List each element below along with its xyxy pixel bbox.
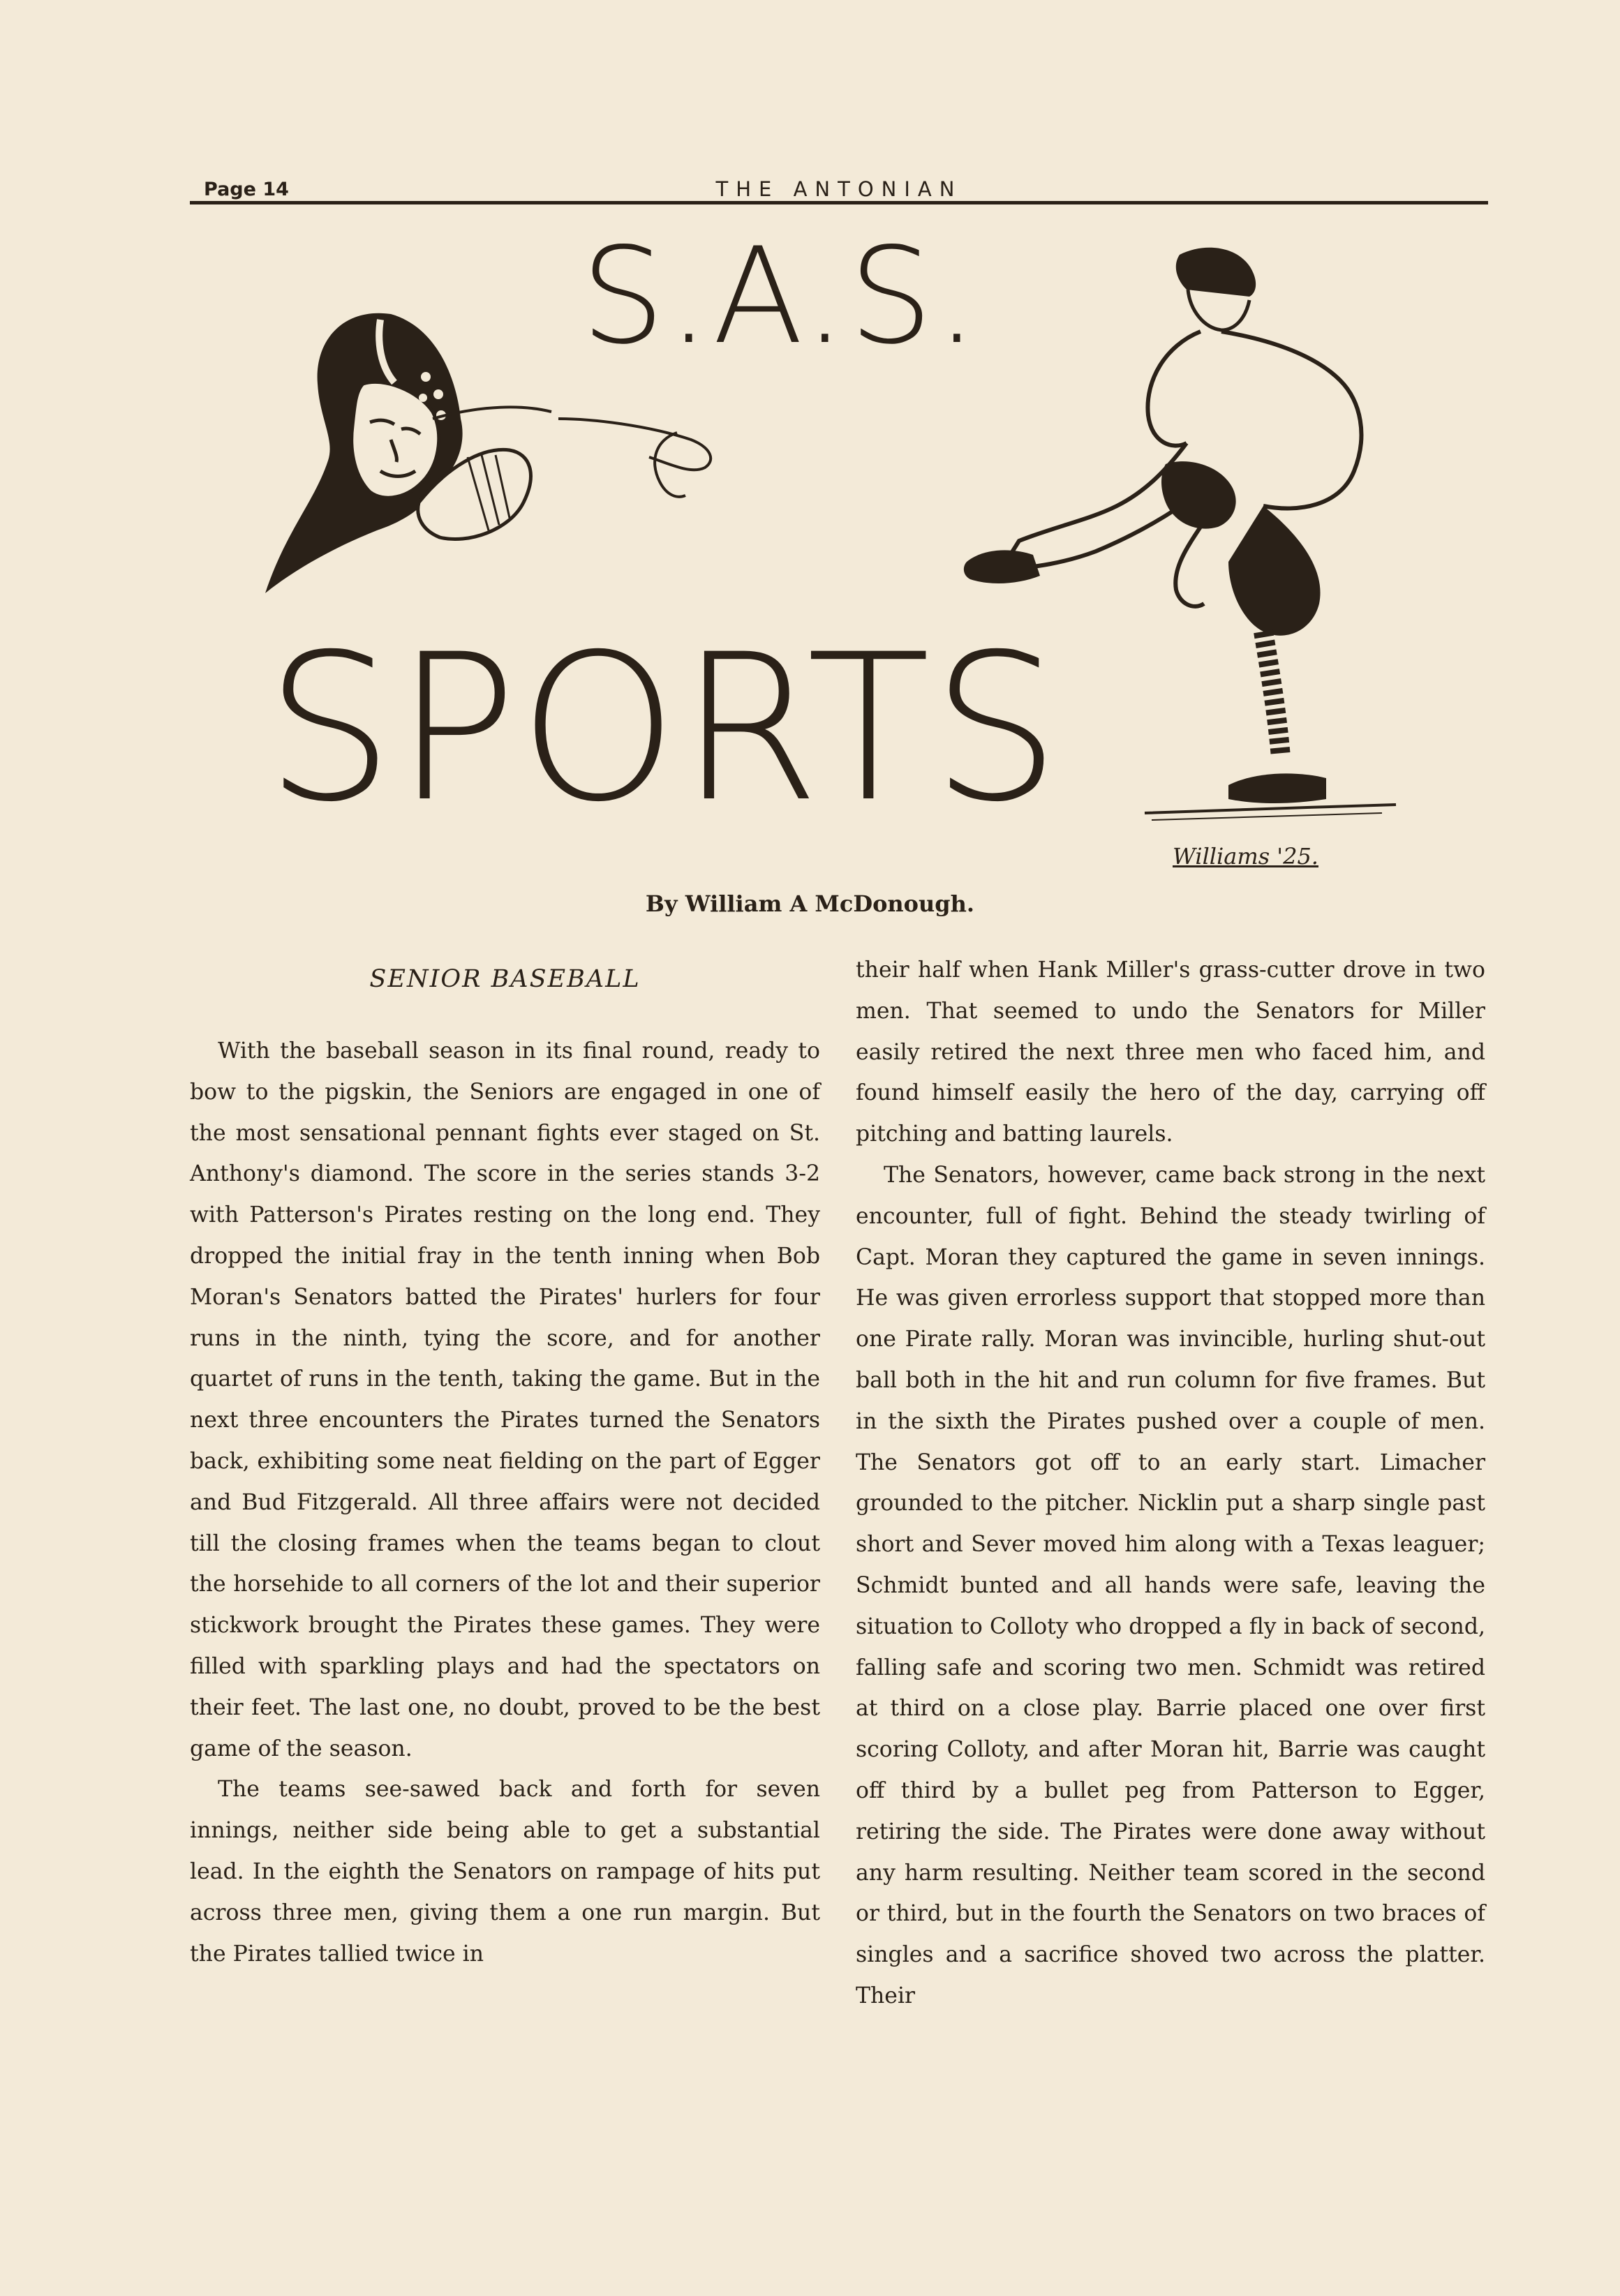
- paragraph: The teams see-sawed back and forth for seven innings, neither side being able to get a substantial lead. In the eighth the Senators on rampage of hits put across three men, giving them a one run margin. But the Pirates tallied twice in: [190, 1777, 820, 1967]
- left-column: [190, 1031, 820, 1974]
- title-sas: S.A.S.: [581, 219, 981, 373]
- paragraph: their half when Hank Miller's grass-cutter drove in two men. That seemed to undo the Senators for Miller easily retired the next three men who faced him, and found himself easily the hero of the day, carrying off pitching and batting laurels.: [856, 957, 1485, 1147]
- title-sports: SPORTS: [265, 611, 1062, 847]
- running-head: [190, 176, 1488, 204]
- paragraph: The Senators, however, came back strong in the next encounter, full of fight. Behind the steady twirling of Capt. Moran they captured the game in seven innings. He was given errorless support that stopped more than one Pirate rally. Moran was invincible, hurling shut-out ball both in the hit and run column for five frames. But in the sixth the Pirates pushed over a couple of men. The Senators got off to an early start. Limacher grounded to the pitcher. Nicklin put a sharp single past short and Sever moved him along with a Texas leaguer; Schmidt bunted and all hands were safe, leaving the situation to Colloty who dropped a fly in back of second, falling safe and scoring two men. Schmidt was retired at third on a close play. Barrie placed one over first scoring Colloty, and after Moran hit, Barrie was caught off third by a bullet peg from Patterson to Egger, retiring the side. The Pirates were done away without any harm resulting. Neither team scored in the second or third, but in the fourth the Senators on two braces of singles and a sacrifice shoved two across the platter. Their: [856, 1162, 1485, 2008]
- byline: By William A McDonough.: [645, 890, 975, 917]
- paragraph: With the baseball season in its final round, ready to bow to the pigskin, the Seniors are engaged in one of the most sensational pennant fights ever staged on St. Anthony's diamond. The score in the series stands 3-2 with Patterson's Pirates resting on the long end. They dropped the initial fray in the tenth inning when Bob Moran's Senators batted the Pirates' hurlers for four runs in the ninth, tying the score, and for another quartet of runs in the tenth, taking the game. But in the next three encounters the Pirates turned the Senators back, exhibiting some neat fielding on the part of Egger and Bud Fitzgerald. All three affairs were not decided till the closing frames when the teams began to clout the horsehide to all corners of the lot and their superior stickwork brought the Pirates these games. They were filled with sparkling plays and had the spectators on their feet. The last one, no doubt, proved to be the best game of the season.: [190, 1038, 820, 1761]
- page-number: Page 14: [204, 179, 289, 200]
- journal-title: THE ANTONIAN: [715, 177, 963, 201]
- article-heading: SENIOR BASEBALL: [369, 965, 641, 993]
- artist-signature: Williams '25.: [1173, 843, 1318, 870]
- right-column: [856, 950, 1485, 2017]
- header-rule: [190, 201, 1488, 204]
